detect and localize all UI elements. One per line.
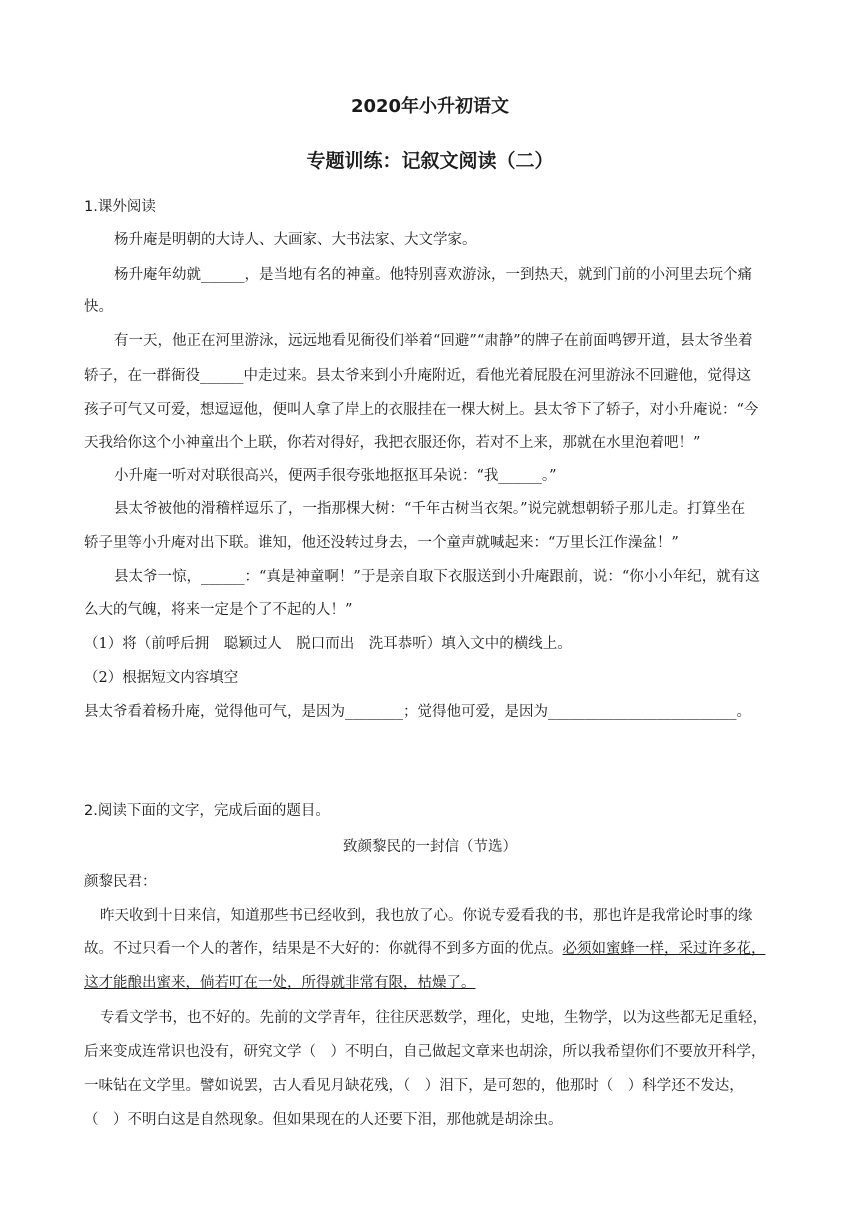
paragraph-line: 杨升庵是明朝的大诗人、大画家、大书法家、大文学家。 (114, 232, 477, 248)
paragraph-line: 孩子可气又可爱，想逗逗他，便叫人拿了岸上的衣服挂在一棵大树上。县太爷下了轿子，对小升庵说：“今 (84, 402, 759, 418)
paragraph-line: 天我给你这个小神童出个上联，你若对得好，我把衣服还你，若对不上来，那就在水里泡着吧！” (84, 435, 701, 451)
question-2-heading: 2.阅读下面的文字，完成后面的题目。 (84, 803, 330, 819)
paragraph-text: 故。不过只看一个人的著作，结果是不大好的：你就得不到多方面的优点。 (84, 941, 563, 957)
paragraph-line: 昨天收到十日来信，知道那些书已经收到，我也放了心。你说专爱看我的书，那也许是我常论时事的缘 (100, 908, 753, 924)
sub-question-2-blank-line: 县太爷看着杨升庵，觉得他可气，是因为________；觉得他可爱，是因为__________________________。 (84, 704, 751, 720)
paragraph-line: 么大的气魄，将来一定是个了不起的人！” (84, 602, 353, 618)
underlined-text: 必须如蜜蜂一样，采过许多花， (562, 941, 766, 957)
sub-question-1: （1）将（前呼后拥 聪颖过人 脱口而出 洗耳恭听）填入文中的横线上。 (84, 636, 572, 652)
paragraph-line: （ ）不明白这是自然现象。但如果现在的人还要下泪，那他就是胡涂虫。 (84, 1112, 563, 1128)
salutation: 颜黎民君： (84, 874, 157, 890)
paragraph-line: 轿子里等小升庵对出下联。谁知，他还没转过身去，一个童声就喊起来：“万里长江作澡盆！” (84, 535, 679, 551)
paragraph-line: 县太爷一惊，______：“真是神童啊！”于是亲自取下衣服送到小升庵跟前，说：“你小小年纪，就有这 (114, 569, 760, 585)
article-title: 致颜黎民的一封信（节选） (343, 839, 517, 855)
page-subtitle: 专题训练：记叙文阅读（二） (306, 150, 554, 172)
paragraph-line (84, 939, 784, 959)
question-1-heading: 1.课外阅读 (84, 199, 156, 215)
sub-question-2: （2）根据短文内容填空 (84, 670, 239, 686)
paragraph-line: 一味钻在文学里。譬如说罢，古人看见月缺花残，（ ）泪下，是可恕的，他那时（ ）科学还不发达， (84, 1078, 744, 1094)
underlined-line: 这才能酿出蜜来，倘若叮在一处，所得就非常有限，枯燥了。 (84, 975, 476, 991)
paragraph-line: 快。 (84, 299, 113, 315)
paragraph-line: 后来变成连常识也没有，研究文学（ ）不明白，自己做起文章来也胡涂，所以我希望你们不要放开科学， (84, 1044, 766, 1060)
paragraph-line: 有一天，他正在河里游泳，远远地看见衙役们举着“回避”“肃静”的牌子在前面鸣锣开道，县太爷坐着 (114, 333, 753, 349)
paragraph-line: 杨升庵年幼就______，是当地有名的神童。他特别喜欢游泳，一到热天，就到门前的小河里去玩个痛 (114, 267, 752, 283)
paragraph-line: 轿子，在一群衙役______中走过来。县太爷来到小升庵附近，看他光着屁股在河里游泳不回避他，觉得这 (84, 368, 751, 384)
paragraph-line: 专看文学书，也不好的。先前的文学青年，往往厌恶数学，理化，史地，生物学，以为这些都无足重轻， (100, 1010, 767, 1026)
paragraph-line: 县太爷被他的滑稽样逗乐了，一指那棵大树：“千年古树当衣架。”说完就想朝轿子那儿走。打算坐在 (114, 501, 746, 517)
page-title: 2020年小升初语文 (350, 96, 510, 117)
paragraph-line: 小升庵一听对对联很高兴，便两手很夸张地抠抠耳朵说：“我______。” (114, 468, 557, 484)
